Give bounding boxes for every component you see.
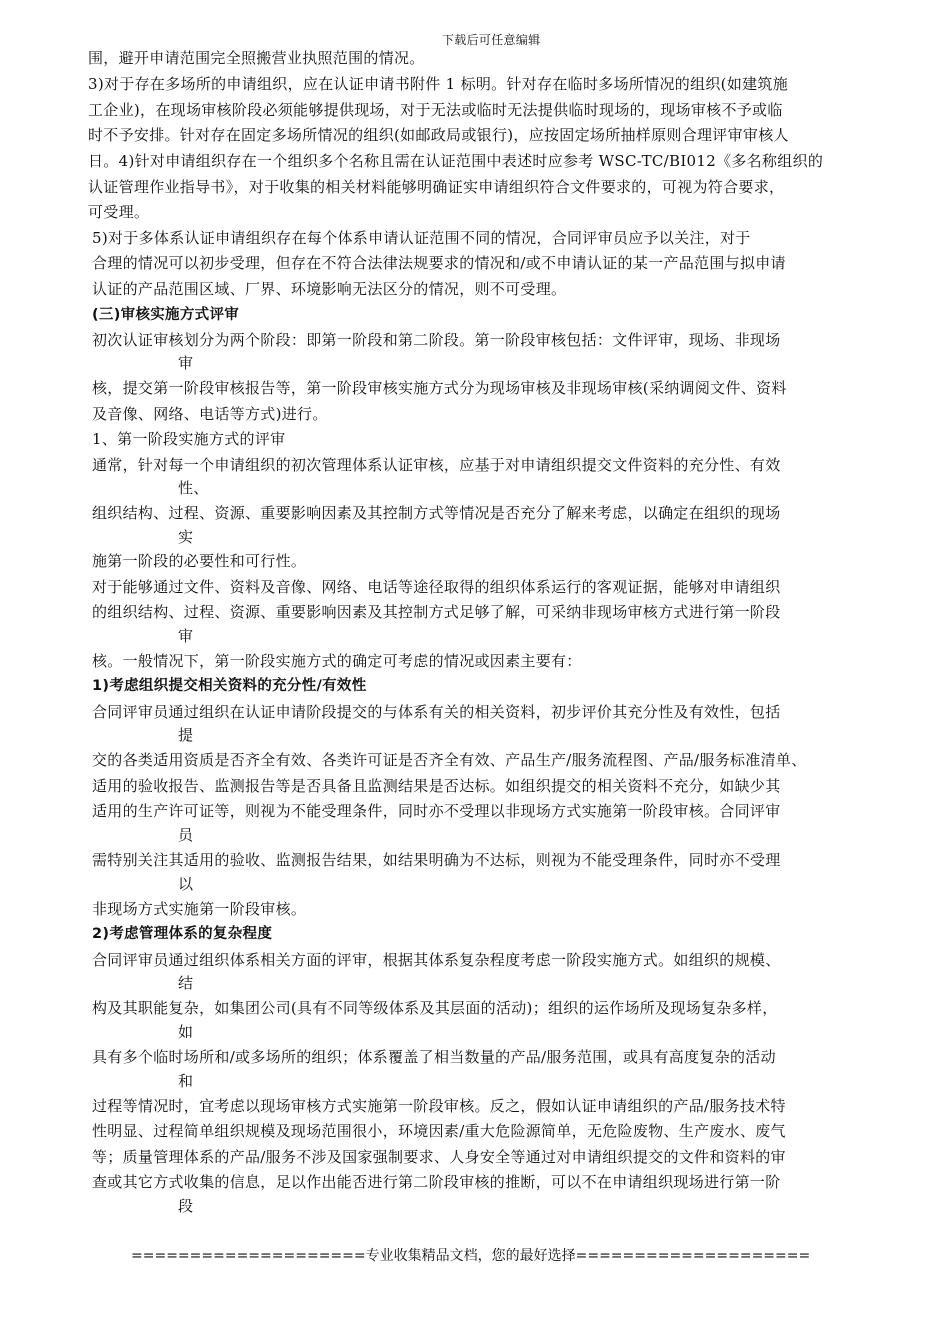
text-line: 3)对于存在多场所的申请组织，应在认证申请书附件 1 标明。针对存在临时多场所情况的组织(如建筑施 xyxy=(88,75,789,93)
text-line: 性、 xyxy=(178,479,209,497)
text-line: 施第一阶段的必要性和可行性。 xyxy=(92,552,307,570)
text-line: 时不予安排。针对存在固定多场所情况的组织(如邮政局或银行)，应按固定场所抽样原则合理评审审核人 xyxy=(88,126,789,144)
text-line: 具有多个临时场所和/或多场所的组织；体系覆盖了相当数量的产品/服务范围，或具有高度复杂的活动 xyxy=(92,1048,776,1066)
text-line: 过程等情况时，宜考虑以现场审核方式实施第一阶段审核。反之，假如认证申请组织的产品/服务技术特 xyxy=(92,1097,786,1115)
page-header: 下载后可任意编辑 xyxy=(442,33,541,47)
text-line: 员 xyxy=(178,826,194,844)
text-line: 实 xyxy=(178,528,194,546)
text-line: 需特别关注其适用的验收、监测报告结果，如结果明确为不达标，则视为不能受理条件，同时亦不受理 xyxy=(92,851,781,869)
text-line: 核。一般情况下，第一阶段实施方式的确定可考虑的情况或因素主要有： xyxy=(92,652,582,670)
text-line: 核，提交第一阶段审核报告等，第一阶段审核实施方式分为现场审核及非现场审核(采纳调阅文件、资料 xyxy=(92,379,787,397)
text-line: 如 xyxy=(178,1023,194,1041)
text-line: 合同评审员通过组织在认证申请阶段提交的与体系有关的相关资料，初步评价其充分性及有效性，包括 xyxy=(92,703,781,721)
text-line: 合同评审员通过组织体系相关方面的评审，根据其体系复杂程度考虑一阶段实施方式。如组织的规模、 xyxy=(92,951,781,969)
text-line: 构及其职能复杂，如集团公司(具有不同等级体系及其层面的活动)；组织的运作场所及现场复杂多样， xyxy=(92,999,778,1017)
text-line: 适用的验收报告、监测报告等是否具备且监测结果是否达标。如组织提交的相关资料不充分，如缺少其 xyxy=(92,777,781,795)
text-line: 围，避开申请范围完全照搬营业执照范围的情况。 xyxy=(88,49,425,67)
text-line: 提 xyxy=(178,726,194,744)
subsection-heading: 1)考虑组织提交相关资料的充分性/有效性 xyxy=(92,678,367,694)
text-line: 等；质量管理体系的产品/服务不涉及国家强制要求、人身安全等通过对申请组织提交的文件和资料的审 xyxy=(92,1148,786,1166)
text-line: 以 xyxy=(178,875,194,893)
text-line: 对于能够通过文件、资料及音像、网络、电话等途径取得的组织体系运行的客观证据，能够对申请组织 xyxy=(92,578,781,596)
text-line: 和 xyxy=(178,1072,194,1090)
text-line: 1、第一阶段实施方式的评审 xyxy=(92,430,286,448)
text-line: 认证管理作业指导书》，对于收集的相关材料能够明确证实申请组织符合文件要求的，可视为符合要求， xyxy=(88,178,785,196)
text-line: 5)对于多体系认证申请组织存在每个体系申请认证范围不同的情况，合同评审员应予以关注，对于 xyxy=(92,229,751,247)
text-line: 性明显、过程简单组织规模及现场范围很小，环境因素/重大危险源简单，无危险废物、生产废水、废气 xyxy=(92,1122,786,1140)
text-line: 及音像、网络、电话等方式)进行。 xyxy=(92,405,328,423)
text-line: 交的各类适用资质是否齐全有效、各类许可证是否齐全有效、产品生产/服务流程图、产品/服务标准清单、 xyxy=(92,751,807,769)
section-heading: (三)审核实施方式评审 xyxy=(92,307,240,323)
text-line: 合理的情况可以初步受理，但存在不符合法律法规要求的情况和/或不申请认证的某一产品范围与拟申请 xyxy=(92,254,786,272)
text-line: 初次认证审核划分为两个阶段：即第一阶段和第二阶段。第一阶段审核包括：文件评审，现场、非现场 xyxy=(92,331,781,349)
text-line: 适用的生产许可证等，则视为不能受理条件，同时亦不受理以非现场方式实施第一阶段审核。合同评审 xyxy=(92,802,781,820)
text-line: 段 xyxy=(178,1197,194,1215)
text-line: 审 xyxy=(178,354,194,372)
text-line: 组织结构、过程、资源、重要影响因素及其控制方式等情况是否充分了解来考虑，以确定在组织的现场 xyxy=(92,504,781,522)
text-line: 查或其它方式收集的信息，足以作出能否进行第二阶段审核的推断，可以不在申请组织现场进行第一阶 xyxy=(92,1173,781,1191)
text-line: 日。4)针对申请组织存在一个组织多个名称且需在认证范围中表述时应参考 WSC-TC/BI012《多名称组织的 xyxy=(88,152,824,170)
page-footer: ====================专业收集精品文档，您的最好选择==================== xyxy=(131,1248,811,1264)
text-line: 工企业)，在现场审核阶段必须能够提供现场，对于无法或临时无法提供临时现场的，现场审核不予或临 xyxy=(88,101,783,119)
text-line: 可受理。 xyxy=(88,203,150,221)
text-line: 非现场方式实施第一阶段审核。 xyxy=(92,900,307,918)
text-line: 结 xyxy=(178,974,194,992)
text-line: 的组织结构、过程、资源、重要影响因素及其控制方式足够了解，可采纳非现场审核方式进行第一阶段 xyxy=(92,603,781,621)
subsection-heading: 2)考虑管理体系的复杂程度 xyxy=(92,926,273,942)
text-line: 审 xyxy=(178,627,194,645)
text-line: 认证的产品范围区域、厂界、环境影响无法区分的情况，则不可受理。 xyxy=(92,280,567,298)
text-line: 通常，针对每一个申请组织的初次管理体系认证审核，应基于对申请组织提交文件资料的充分性、有效 xyxy=(92,456,781,474)
